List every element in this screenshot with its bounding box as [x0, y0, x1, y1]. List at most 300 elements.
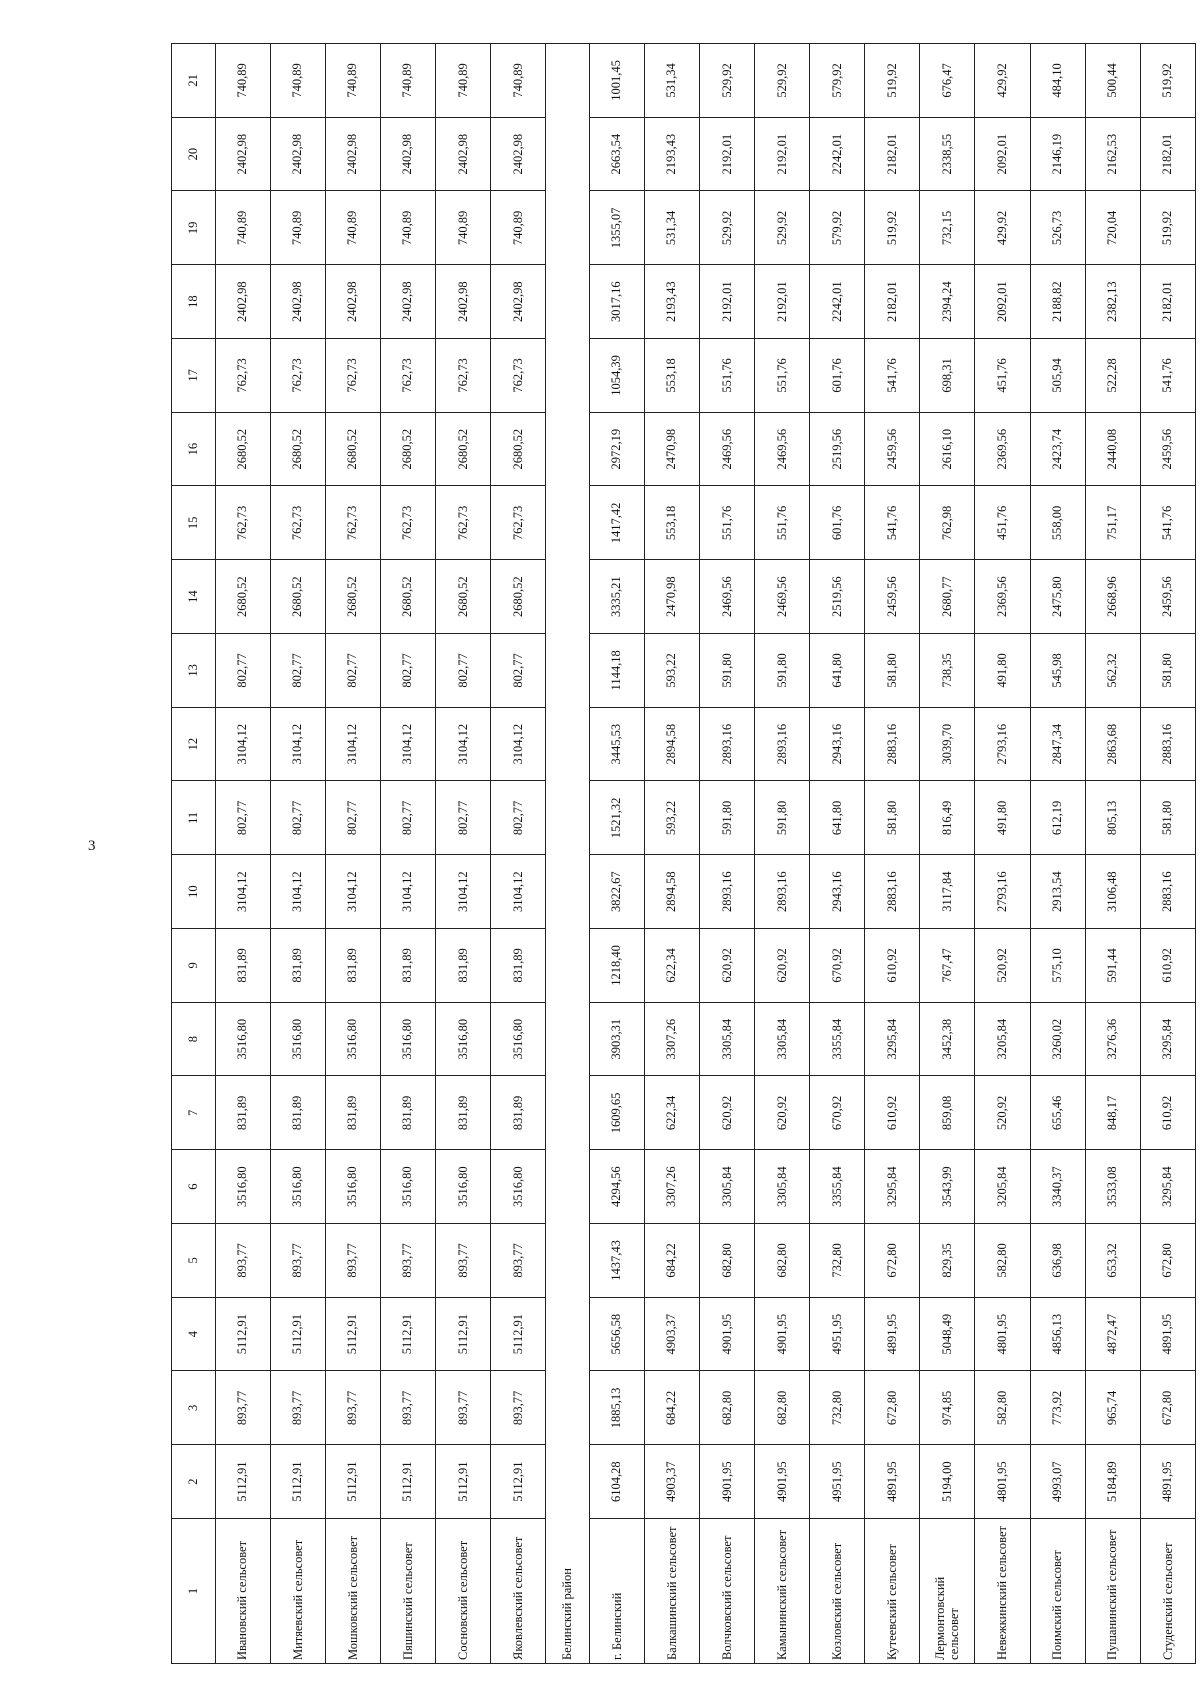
table-cell: 670,92: [810, 1076, 865, 1150]
table-cell: 802,77: [380, 634, 435, 708]
table-cell: 484,10: [1030, 44, 1085, 118]
table-cell: 4951,95: [810, 1445, 865, 1519]
table-cell: 2680,52: [325, 560, 380, 634]
table-cell: 682,80: [699, 1371, 754, 1445]
table-cell: 1437,43: [589, 1224, 644, 1298]
table-cell: 3305,84: [699, 1150, 754, 1224]
column-header-5: 5: [172, 1224, 216, 1298]
table-cell: 5194,00: [920, 1445, 975, 1519]
table-cell: 2793,16: [975, 855, 1030, 929]
table-cell: 3516,80: [435, 1150, 490, 1224]
table-cell: 4891,95: [865, 1445, 920, 1519]
table-cell: 610,92: [865, 1076, 920, 1150]
table-cell: 558,00: [1030, 486, 1085, 560]
table-cell: 3305,84: [699, 1002, 754, 1076]
table-cell: 2402,98: [491, 265, 546, 339]
table-cell: 2242,01: [810, 117, 865, 191]
table-cell: 4901,95: [699, 1445, 754, 1519]
table-cell: 5048,49: [920, 1297, 975, 1371]
table-cell: 805,13: [1085, 781, 1140, 855]
table-cell: 591,80: [699, 781, 754, 855]
table-cell: 831,89: [435, 1076, 490, 1150]
table-row: [380, 44, 435, 1664]
row-name: Студенский сельсовет: [1140, 1519, 1195, 1664]
table-cell: 2402,98: [325, 117, 380, 191]
column-header-16: 16: [172, 412, 216, 486]
table-cell: 893,77: [491, 1371, 546, 1445]
table-cell: 2459,56: [1140, 560, 1195, 634]
table-cell: 720,04: [1085, 191, 1140, 265]
table-cell: 581,80: [1140, 634, 1195, 708]
column-header-6: 6: [172, 1150, 216, 1224]
section-empty-cell: [546, 1076, 590, 1150]
table-cell: 4903,37: [644, 1445, 699, 1519]
table-cell: 3445,53: [589, 707, 644, 781]
table-cell: 4801,95: [975, 1297, 1030, 1371]
table-cell: 684,22: [644, 1371, 699, 1445]
row-name: Яковлевский сельсовет: [491, 1519, 546, 1664]
table-row: [1030, 44, 1085, 1664]
table-cell: 2192,01: [755, 117, 810, 191]
table-cell: 676,47: [920, 44, 975, 118]
table-cell: 2193,43: [644, 117, 699, 191]
row-name: Невежкинский сельсовет: [975, 1519, 1030, 1664]
section-empty-cell: [546, 1297, 590, 1371]
table-cell: 2680,52: [215, 560, 270, 634]
table-row: [215, 44, 270, 1664]
table-cell: 2883,16: [1140, 855, 1195, 929]
table-cell: 491,80: [975, 634, 1030, 708]
table-cell: 3104,12: [380, 855, 435, 929]
table-cell: 767,47: [920, 929, 975, 1003]
table-cell: 5112,91: [491, 1297, 546, 1371]
table-cell: 762,73: [325, 339, 380, 413]
table-cell: 5112,91: [270, 1297, 325, 1371]
table-cell: 3276,36: [1085, 1002, 1140, 1076]
section-empty-cell: [546, 265, 590, 339]
table-cell: 1144,18: [589, 634, 644, 708]
table-cell: 3039,70: [920, 707, 975, 781]
table-cell: 562,32: [1085, 634, 1140, 708]
table-cell: 3340,37: [1030, 1150, 1085, 1224]
table-cell: 762,73: [435, 486, 490, 560]
table-cell: 636,98: [1030, 1224, 1085, 1298]
table-cell: 1218,40: [589, 929, 644, 1003]
table-cell: 5112,91: [270, 1445, 325, 1519]
table-cell: 2162,53: [1085, 117, 1140, 191]
table-cell: 751,17: [1085, 486, 1140, 560]
table-cell: 1609,65: [589, 1076, 644, 1150]
table-cell: 3104,12: [270, 855, 325, 929]
table-cell: 802,77: [491, 634, 546, 708]
table-cell: 4903,37: [644, 1297, 699, 1371]
table-row: [865, 44, 920, 1664]
table-cell: 541,76: [1140, 339, 1195, 413]
table-cell: 831,89: [435, 929, 490, 1003]
table-cell: 2440,08: [1085, 412, 1140, 486]
table-cell: 816,49: [920, 781, 975, 855]
table-cell: 802,77: [491, 781, 546, 855]
table-cell: 610,92: [1140, 929, 1195, 1003]
table-cell: 531,34: [644, 191, 699, 265]
table-cell: 2459,56: [1140, 412, 1195, 486]
table-cell: 553,18: [644, 339, 699, 413]
table-cell: 620,92: [755, 929, 810, 1003]
table-cell: 3355,84: [810, 1150, 865, 1224]
table-cell: 622,34: [644, 1076, 699, 1150]
table-cell: 2972,19: [589, 412, 644, 486]
table-row: [270, 44, 325, 1664]
table-cell: 3516,80: [215, 1002, 270, 1076]
table-cell: 738,35: [920, 634, 975, 708]
row-name: Камынинский сельсовет: [755, 1519, 810, 1664]
table-cell: 5112,91: [491, 1445, 546, 1519]
table-cell: 3104,12: [491, 855, 546, 929]
table-cell: 2402,98: [380, 265, 435, 339]
table-cell: 2182,01: [1140, 265, 1195, 339]
table-cell: 2192,01: [755, 265, 810, 339]
table-cell: 591,44: [1085, 929, 1140, 1003]
table-cell: 2188,82: [1030, 265, 1085, 339]
table-cell: 1054,39: [589, 339, 644, 413]
table-cell: 859,08: [920, 1076, 975, 1150]
table-cell: 831,89: [215, 929, 270, 1003]
table-cell: 5112,91: [215, 1297, 270, 1371]
table-cell: 3355,84: [810, 1002, 865, 1076]
table-cell: 2680,52: [270, 560, 325, 634]
table-cell: 529,92: [755, 191, 810, 265]
section-empty-cell: [546, 781, 590, 855]
table-cell: 5112,91: [325, 1445, 380, 1519]
table-cell: 553,18: [644, 486, 699, 560]
table-cell: 2883,16: [865, 707, 920, 781]
table-cell: 5112,91: [325, 1297, 380, 1371]
table-cell: 612,19: [1030, 781, 1085, 855]
table-cell: 2182,01: [1140, 117, 1195, 191]
table-cell: 802,77: [380, 781, 435, 855]
column-header-1: 1: [172, 1519, 216, 1664]
table-cell: 2893,16: [755, 707, 810, 781]
table-cell: 505,94: [1030, 339, 1085, 413]
table-cell: 3903,31: [589, 1002, 644, 1076]
section-empty-cell: [546, 634, 590, 708]
table-cell: 762,73: [491, 486, 546, 560]
table-row: [810, 44, 865, 1664]
table-cell: 831,89: [380, 1076, 435, 1150]
column-header-13: 13: [172, 634, 216, 708]
table-cell: 551,76: [699, 339, 754, 413]
table-cell: 762,73: [380, 339, 435, 413]
table-cell: 672,80: [865, 1371, 920, 1445]
section-empty-cell: [546, 486, 590, 560]
section-empty-cell: [546, 560, 590, 634]
table-cell: 3260,02: [1030, 1002, 1085, 1076]
table-cell: 529,92: [699, 191, 754, 265]
table-cell: 3104,12: [215, 855, 270, 929]
table-cell: 551,76: [699, 486, 754, 560]
section-empty-cell: [546, 1371, 590, 1445]
row-name: Лермонтовский сельсовет: [920, 1519, 975, 1664]
table-cell: 2402,98: [215, 265, 270, 339]
table-cell: 3516,80: [380, 1002, 435, 1076]
table-cell: 893,77: [325, 1371, 380, 1445]
table-cell: 2519,56: [810, 412, 865, 486]
table-cell: 740,89: [325, 44, 380, 118]
table-cell: 831,89: [325, 1076, 380, 1150]
row-name: Ивановский сельсовет: [215, 1519, 270, 1664]
table-cell: 740,89: [435, 44, 490, 118]
row-name: Поимский сельсовет: [1030, 1519, 1085, 1664]
table-cell: 893,77: [215, 1224, 270, 1298]
table-cell: 3295,84: [865, 1150, 920, 1224]
table-cell: 3516,80: [270, 1150, 325, 1224]
table-cell: 2402,98: [491, 117, 546, 191]
table-cell: 974,85: [920, 1371, 975, 1445]
column-header-19: 19: [172, 191, 216, 265]
table-cell: 893,77: [435, 1224, 490, 1298]
row-name: Пяшинский сельсовет: [380, 1519, 435, 1664]
table-cell: 2469,56: [699, 560, 754, 634]
column-header-17: 17: [172, 339, 216, 413]
table-cell: 593,22: [644, 781, 699, 855]
table-cell: 655,46: [1030, 1076, 1085, 1150]
table-cell: 740,89: [491, 44, 546, 118]
row-name: Козловский сельсовет: [810, 1519, 865, 1664]
header-row: [172, 44, 216, 1664]
column-header-3: 3: [172, 1371, 216, 1445]
table-cell: 4891,95: [1140, 1297, 1195, 1371]
table-cell: 3104,12: [435, 855, 490, 929]
table-cell: 893,77: [491, 1224, 546, 1298]
section-empty-cell: [546, 1224, 590, 1298]
column-header-10: 10: [172, 855, 216, 929]
table-cell: 2338,55: [920, 117, 975, 191]
table-cell: 740,89: [380, 44, 435, 118]
table-cell: 3516,80: [491, 1150, 546, 1224]
table-cell: 802,77: [215, 781, 270, 855]
table-cell: 740,89: [215, 191, 270, 265]
table-cell: 2680,52: [435, 560, 490, 634]
table-cell: 802,77: [325, 634, 380, 708]
table-cell: 802,77: [435, 781, 490, 855]
table-cell: 831,89: [325, 929, 380, 1003]
table-cell: 2092,01: [975, 117, 1030, 191]
table-cell: 581,80: [865, 634, 920, 708]
table-cell: 541,76: [865, 486, 920, 560]
table-cell: 732,15: [920, 191, 975, 265]
table-cell: 1417,42: [589, 486, 644, 560]
table-cell: 2469,56: [755, 412, 810, 486]
section-empty-cell: [546, 929, 590, 1003]
table-cell: 4856,13: [1030, 1297, 1085, 1371]
table-cell: 3307,26: [644, 1150, 699, 1224]
table-cell: 5112,91: [380, 1445, 435, 1519]
table-cell: 3335,21: [589, 560, 644, 634]
table-cell: 581,80: [865, 781, 920, 855]
table-cell: 893,77: [380, 1371, 435, 1445]
table-cell: 529,92: [755, 44, 810, 118]
table-cell: 672,80: [1140, 1224, 1195, 1298]
table-cell: 620,92: [699, 1076, 754, 1150]
table-row: [1140, 44, 1195, 1664]
table-cell: 1355,07: [589, 191, 644, 265]
table-cell: 2893,16: [699, 707, 754, 781]
table-cell: 529,92: [699, 44, 754, 118]
table-cell: 762,73: [325, 486, 380, 560]
table-cell: 740,89: [270, 191, 325, 265]
table-cell: 531,34: [644, 44, 699, 118]
table-cell: 575,10: [1030, 929, 1085, 1003]
table-cell: 2146,19: [1030, 117, 1085, 191]
table-cell: 620,92: [699, 929, 754, 1003]
table-cell: 581,80: [1140, 781, 1195, 855]
table-cell: 2402,98: [215, 117, 270, 191]
table-cell: 893,77: [380, 1224, 435, 1298]
section-row: [546, 44, 590, 1664]
table-cell: 682,80: [755, 1371, 810, 1445]
table-cell: 3104,12: [270, 707, 325, 781]
table-row: [589, 44, 644, 1664]
table-cell: 2402,98: [325, 265, 380, 339]
table-cell: 451,76: [975, 339, 1030, 413]
table-cell: 3017,16: [589, 265, 644, 339]
table-cell: 551,76: [755, 486, 810, 560]
table-cell: 3516,80: [435, 1002, 490, 1076]
table-cell: 893,77: [270, 1224, 325, 1298]
table-cell: 3104,12: [215, 707, 270, 781]
table-cell: 500,44: [1085, 44, 1140, 118]
table-cell: 3104,12: [491, 707, 546, 781]
row-name: Мошковский сельсовет: [325, 1519, 380, 1664]
table-cell: 802,77: [270, 634, 325, 708]
table-cell: 2943,16: [810, 855, 865, 929]
column-header-9: 9: [172, 929, 216, 1003]
section-empty-cell: [546, 117, 590, 191]
table-cell: 740,89: [435, 191, 490, 265]
table-row: [975, 44, 1030, 1664]
table-cell: 522,28: [1085, 339, 1140, 413]
table-cell: 2883,16: [1140, 707, 1195, 781]
table-cell: 2423,74: [1030, 412, 1085, 486]
table-row: [644, 44, 699, 1664]
table-cell: 3295,84: [865, 1002, 920, 1076]
column-header-21: 21: [172, 44, 216, 118]
table-cell: 591,80: [755, 634, 810, 708]
table-cell: 579,92: [810, 44, 865, 118]
column-header-11: 11: [172, 781, 216, 855]
table-cell: 732,80: [810, 1224, 865, 1298]
table-cell: 762,98: [920, 486, 975, 560]
table-row: [325, 44, 380, 1664]
table-cell: 4872,47: [1085, 1297, 1140, 1371]
table-cell: 893,77: [270, 1371, 325, 1445]
section-empty-cell: [546, 44, 590, 118]
row-name: Кутеевский сельсовет: [865, 1519, 920, 1664]
table-cell: 519,92: [865, 44, 920, 118]
table-cell: 519,92: [1140, 191, 1195, 265]
table-cell: 3305,84: [755, 1150, 810, 1224]
data-table: [171, 43, 1196, 1664]
table-cell: 2470,98: [644, 412, 699, 486]
table-cell: 6104,28: [589, 1445, 644, 1519]
table-cell: 2894,58: [644, 855, 699, 929]
section-empty-cell: [546, 191, 590, 265]
table-cell: 2469,56: [699, 412, 754, 486]
table-cell: 3305,84: [755, 1002, 810, 1076]
table-cell: 3516,80: [491, 1002, 546, 1076]
table-cell: 762,73: [270, 339, 325, 413]
table-cell: 641,80: [810, 634, 865, 708]
table-cell: 3106,48: [1085, 855, 1140, 929]
table-cell: 519,92: [1140, 44, 1195, 118]
table-cell: 3452,38: [920, 1002, 975, 1076]
table-cell: 831,89: [270, 929, 325, 1003]
table-cell: 2893,16: [699, 855, 754, 929]
table-cell: 3295,84: [1140, 1150, 1195, 1224]
column-header-8: 8: [172, 1002, 216, 1076]
table-cell: 541,76: [1140, 486, 1195, 560]
table-cell: 1521,32: [589, 781, 644, 855]
row-name: Пушанинский сельсовет: [1085, 1519, 1140, 1664]
table-cell: 5112,91: [215, 1445, 270, 1519]
table-cell: 3104,12: [325, 855, 380, 929]
table-cell: 3516,80: [325, 1002, 380, 1076]
table-cell: 519,92: [865, 191, 920, 265]
table-cell: 2616,10: [920, 412, 975, 486]
table-cell: 2475,80: [1030, 560, 1085, 634]
table-cell: 2680,52: [491, 560, 546, 634]
table-cell: 4901,95: [755, 1297, 810, 1371]
table-row: [699, 44, 754, 1664]
table-cell: 670,92: [810, 929, 865, 1003]
table-cell: 2394,24: [920, 265, 975, 339]
table-cell: 3104,12: [325, 707, 380, 781]
row-name: Балкашинский сельсовет: [644, 1519, 699, 1664]
column-header-2: 2: [172, 1445, 216, 1519]
table-cell: 622,34: [644, 929, 699, 1003]
table-cell: 682,80: [699, 1224, 754, 1298]
table-cell: 2182,01: [865, 265, 920, 339]
table-cell: 526,73: [1030, 191, 1085, 265]
table-cell: 2182,01: [865, 117, 920, 191]
column-header-14: 14: [172, 560, 216, 634]
table-cell: 802,77: [325, 781, 380, 855]
table-cell: 2847,34: [1030, 707, 1085, 781]
table-cell: 893,77: [325, 1224, 380, 1298]
table-cell: 545,98: [1030, 634, 1085, 708]
row-name: Митяевский сельсовет: [270, 1519, 325, 1664]
table-cell: 3822,67: [589, 855, 644, 929]
table-cell: 2943,16: [810, 707, 865, 781]
table-cell: 551,76: [755, 339, 810, 413]
table-cell: 2883,16: [865, 855, 920, 929]
table-cell: 831,89: [491, 929, 546, 1003]
table-cell: 2894,58: [644, 707, 699, 781]
table-cell: 802,77: [270, 781, 325, 855]
section-empty-cell: [546, 1150, 590, 1224]
table-cell: 4901,95: [755, 1445, 810, 1519]
column-header-18: 18: [172, 265, 216, 339]
row-name: Волчковский сельсовет: [699, 1519, 754, 1664]
column-header-4: 4: [172, 1297, 216, 1371]
table-cell: 965,74: [1085, 1371, 1140, 1445]
table-cell: 4891,95: [865, 1297, 920, 1371]
table-cell: 2369,56: [975, 560, 1030, 634]
table-cell: 802,77: [215, 634, 270, 708]
table-cell: 429,92: [975, 44, 1030, 118]
table-cell: 2192,01: [699, 117, 754, 191]
table-cell: 2459,56: [865, 412, 920, 486]
